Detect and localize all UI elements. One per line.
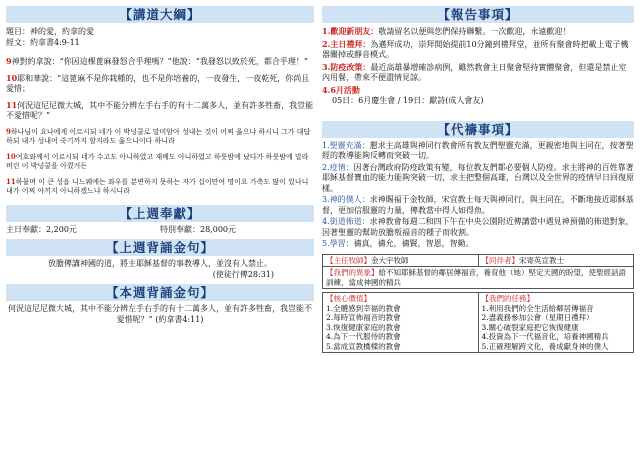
offering-row: 主日奉獻：2,200元 特別奉獻：28,000元 [6,224,236,234]
core-value-item: 4.為下一代服侍的教會 [326,332,401,341]
korean-verse-11: 11하물며 이 큰 성읍 니느웨에는 좌우를 분변하지 못하는 자가 십이만여 명이요 가축도 많이 있나니 내가 어찌 아끼지 아니하겠느냐 하시니라 [6,176,309,195]
lastweek-verse-text: 放膽傳講神國的道，將主耶穌基督的事教導人，並沒有人禁止。 [48,259,272,268]
prayer-item: 1.聖靈充滿：懇求主高雄與神同行教會所有教友們聖靈充滿，更親密地與主同在，按著聖經的教導能夠反轉而突破一切。 [322,140,634,160]
prayer-item: 2.疫情：因著台灣政府防疫政策有變，每位教友們都必要個人防疫。求主將神的百姓靠著耶穌基督寶血的能力能夠突破一切，求主把整個高雄，台灣以及全世界的疫情早日回復原樣。 [322,162,634,193]
prayer-header: 【代禱事項】 [322,121,634,138]
mission-item: 2.盡義務參加公會（星期日禮拜） [481,313,594,322]
report-item: 3.防疫改策：最近高雄暴增確診病例，雖然教會主日聚會堅持實體聚會，但還是禁止室內用餐，帶來不便盡情見諒。 [322,61,627,82]
report-item: 1.歡迎新朋友：敬請留名以便與您們保持聯繫。一次歡迎，永遠歡迎！ [322,26,571,36]
prayer-item: 3.神的僕人：求神賜福于金牧師，宋宜教士每天與神同行，與主同在，不斷地接近耶穌基督，更加信服靈的力量，傳教當中得人如得魚。 [322,195,634,215]
partner-cell: 【同伴者】宋寄英宣教士 [478,254,634,267]
report-item: 2.主日禮拜：為邁拜成功，崇拜開始提前10分鐘到禮拜堂，並所有聚會時把載上電子機器關掉或靜音模式。 [322,38,629,59]
prayer-list [322,141,634,250]
offering-header: 【上週奉獻】 [6,205,314,222]
thisweek-verse-header: 【本週背誦金句】 [6,284,314,301]
core-value-item: 1.全體感到幸福的教會 [326,303,401,313]
pastor-cell: 【主任牧師】金大宇牧師 [323,254,479,267]
outline-header: 【講道大綱】 [6,6,314,23]
mission-item: 3.關心破裂家庭把它恢復健康 [481,322,579,332]
report-sub: 05日：6月慶生會 / 19日：獻詩(成人會友) [332,96,484,105]
core-values-cell [323,293,479,353]
offering-main-value: 2,200元 [46,224,77,234]
core-value-item: 3.恢復健康家庭的教會 [326,322,401,332]
left-column [6,6,314,325]
report-header: 【報告事項】 [322,6,634,23]
verse-11: 11何況這尼尼微大城，其中不能分辨左手右手的有十二萬多人，並有許多牲畜，我豈能不愛惜呢？” [6,99,314,120]
prayer-item: 5.學習：禱真，禱允，禱賢，智恩，智勤。 [322,239,474,248]
korean-verse-10: 10여호와께서 이르시되 네가 수고도 아니하였고 재배도 아니하였고 하룻밤에 났다가 하룻밤에 말라 버린 이 박넝쿨을 아꼈거든 [6,151,309,170]
sermon-scripture: 經文：約拿書4:9-11 [6,37,80,47]
offering-special-value: 28,000元 [200,224,236,234]
values-missions-table [322,292,634,353]
sermon-topic: 題目：神的愛，約拿的愛 [6,27,94,36]
lastweek-verse-ref: (使徒行傳28:31) [212,269,274,279]
core-value-item: 5.當成宣教橋樑的教會 [326,341,401,351]
prayer-item: 4.街道佈道：求神教會每週二和四下午在中央公園附近傳講當中遇見神預備的佈道對象，因著聖靈的幫助放膽叛福音的種子而收割。 [322,217,634,237]
verse-10: 10耶和華說：“這蓖麻不是你栽種的，也不是你培養的，一夜發生，一夜乾死，你尚且愛惜； [6,72,310,93]
lastweek-verse-header: 【上週背誦金句】 [6,239,314,256]
core-value-item: 2.每時宣佈福音的教會 [326,313,401,322]
korean-verse-9: 9하나님이 요나에게 이르시되 네가 이 박넝쿨로 말미암아 성내는 것이 어찌 옳으냐 하시니 그가 대답하되 내가 성내어 죽기까지 할지라도 옳으니이다 하니라 [6,126,311,145]
verse-9: 9神對約拿說：“你因這棵蓖麻發怒合乎理嗎？”他說：“我發怒以致於死，都合乎理！” [6,56,308,66]
right-column [322,6,634,353]
mission-item: 4.投資為下一代福音化，培養神國精兵 [481,332,609,341]
vision-cell: 【我們的異象】給不知耶穌基督的鄰居傳福音，養育他（她）堅定天國的盼望，使聖經話語訓練，當成神國的精兵 [323,267,634,289]
missions-header: 【我們的任務】 [481,294,534,303]
report-item: 4.6月活動 [322,84,360,95]
core-values-header: 【核心價值】 [326,294,371,303]
mission-item: 1.利用我們的全生活給鄰居傳福音 [481,303,594,313]
mission-item: 5.正確理解跨文化，養成獻身神的僕人 [481,341,609,351]
report-list [322,26,634,96]
church-info-table [322,254,634,290]
thisweek-verse: 何況這尼尼微大城，其中不能分辨左手右手的有十二萬多人，並有許多牲畜，我豈能不愛惜呢？” (約拿書4:11) [8,304,312,324]
missions-cell [478,293,634,353]
